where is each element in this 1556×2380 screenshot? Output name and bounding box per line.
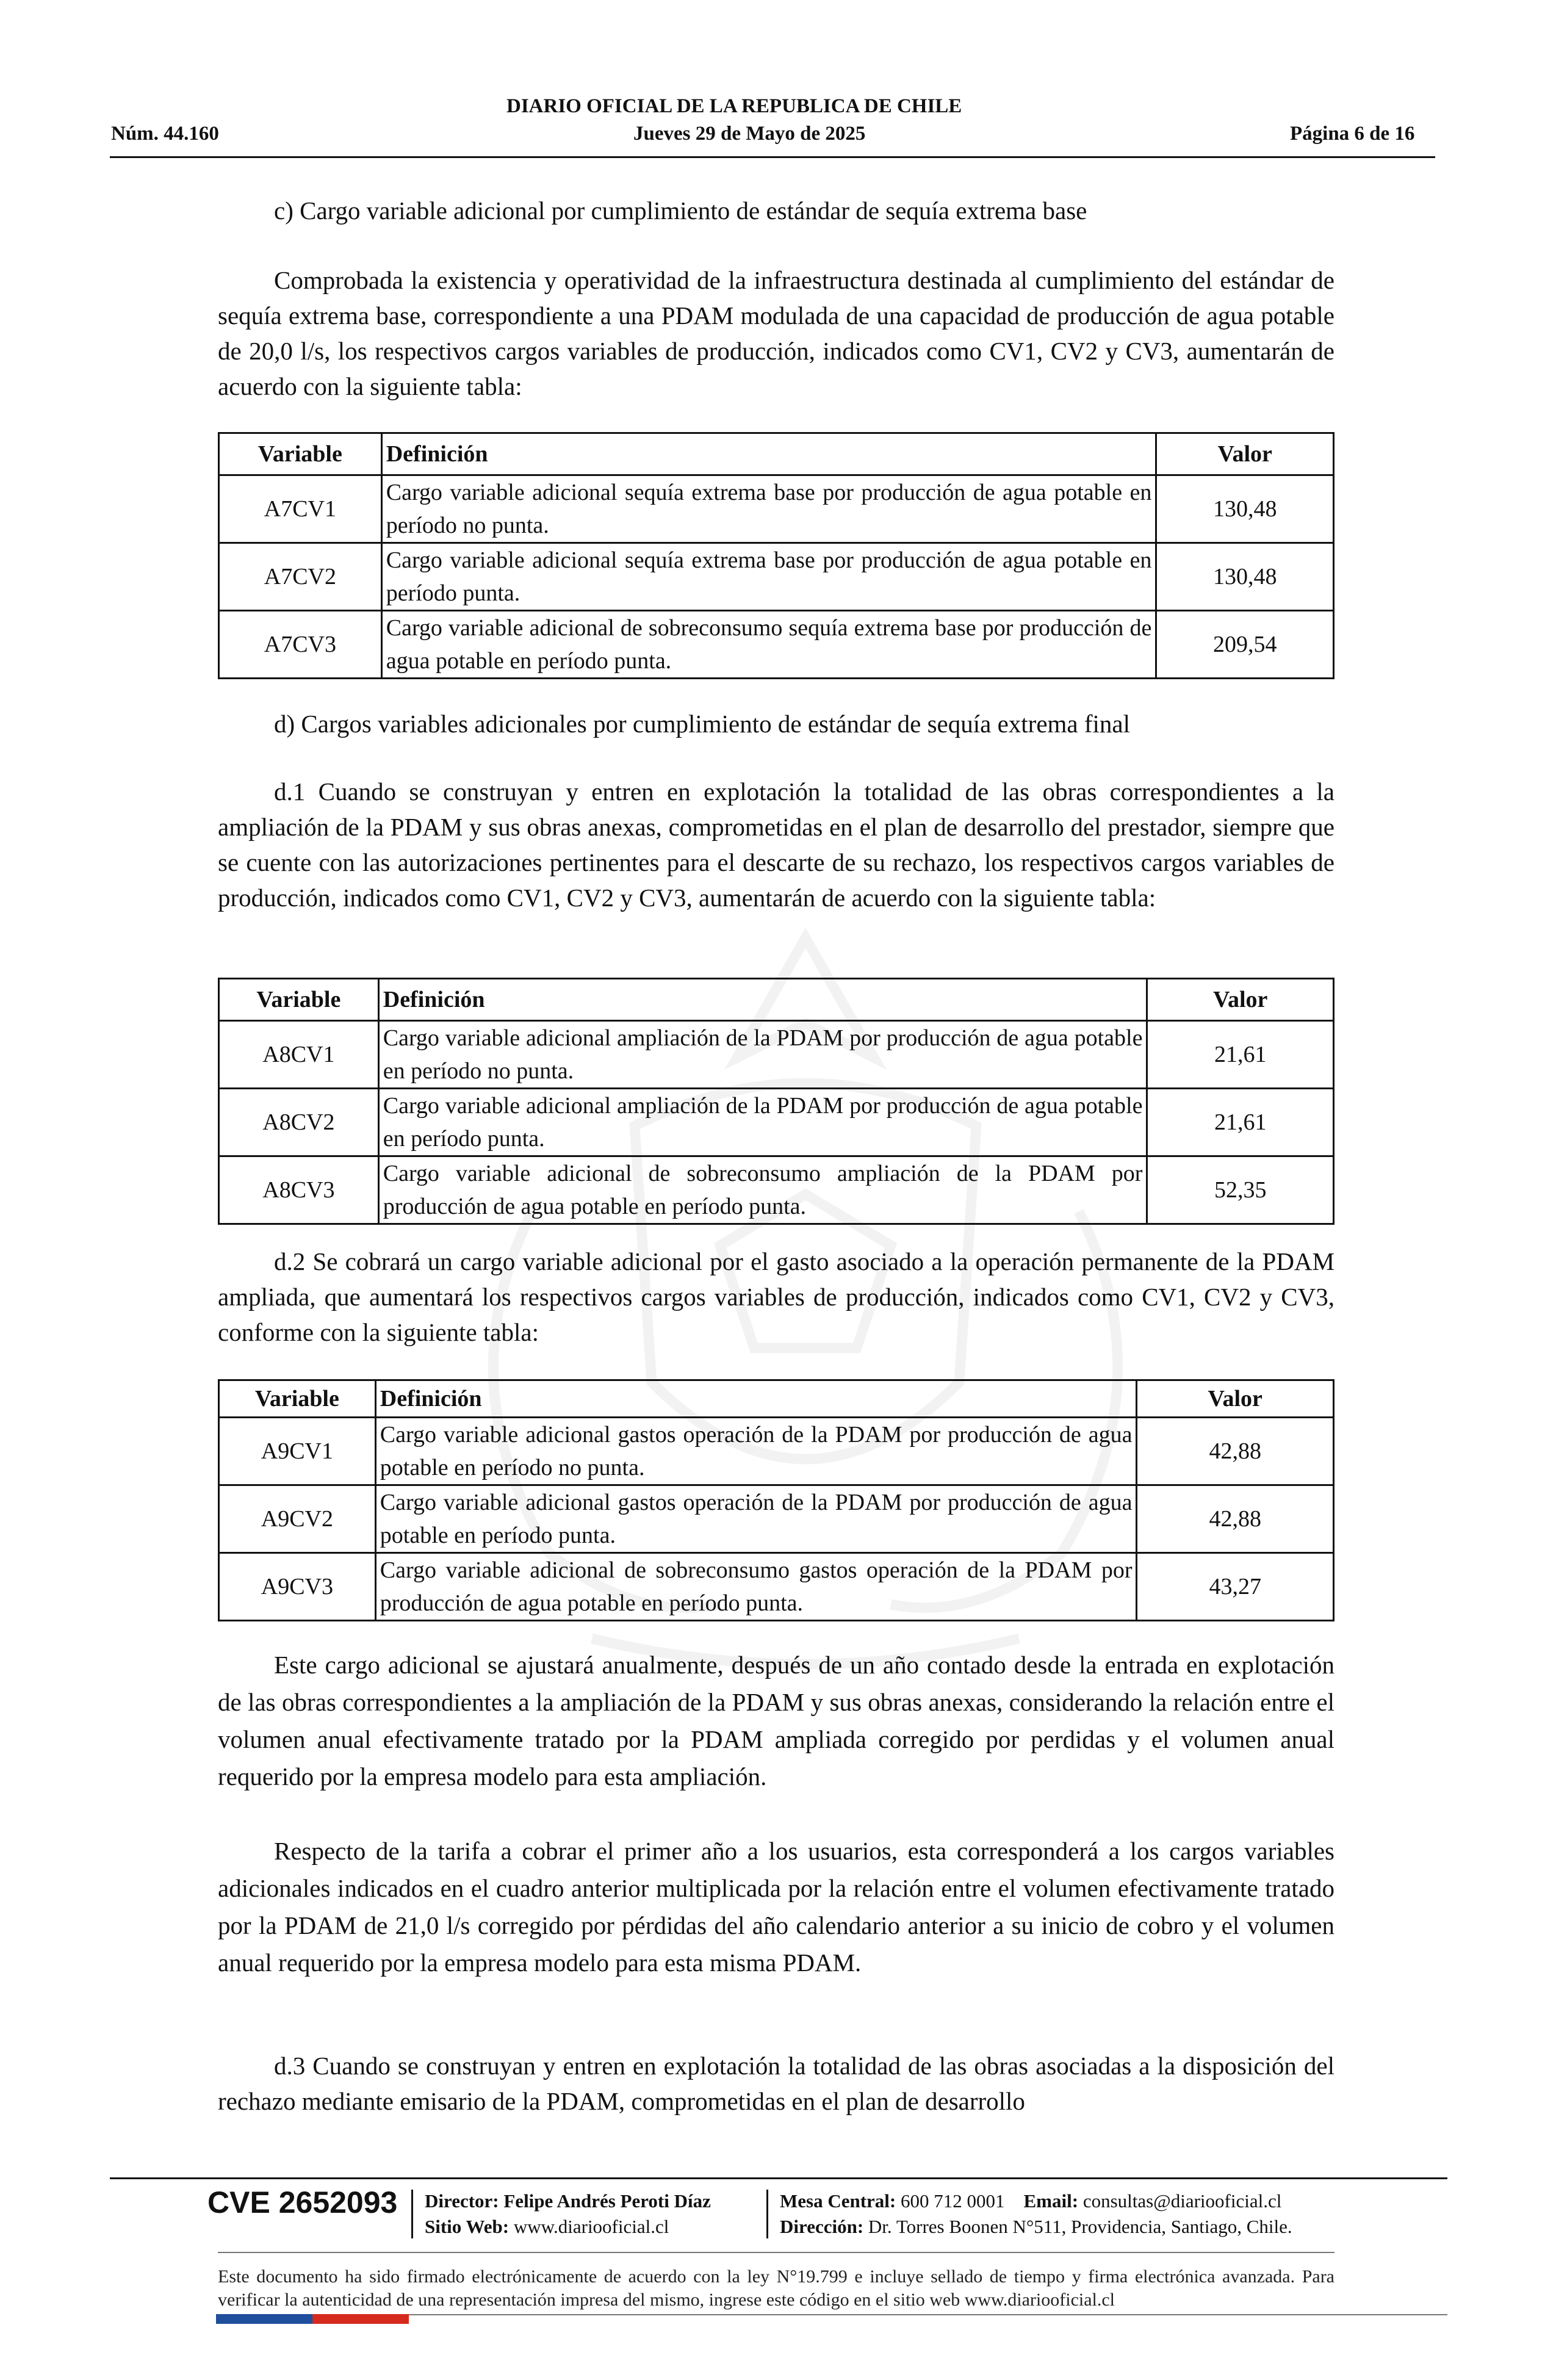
variable-cell: A9CV1 — [219, 1418, 376, 1485]
table-row — [219, 1418, 1334, 1485]
definition-cell: Cargo variable adicional gastos operación de la PDAM por producción de agua potable en período no punta. — [375, 1418, 1137, 1485]
value-cell: 42,88 — [1137, 1418, 1334, 1485]
section-c-paragraph: Comprobada la existencia y operatividad de la infraestructura destinada al cumplimiento del estándar de sequía extrema base, correspondiente a una PDAM modulada de una capacidad de producción de agua potable de 20,0 l/s, los respectivos cargos variables de producción, indicados como CV1, CV2 y CV3, aumentarán de acuerdo con la siguiente tabla: — [218, 266, 1334, 400]
d2-paragraph: d.2 Se cobrará un cargo variable adicional por el gasto asociado a la operación permanente de la PDAM ampliada, que aumentará los respectivos cargos variables de producción, indicados como CV1, CV2 y CV3, conforme con la siguiente tabla: — [218, 1247, 1334, 1346]
value-cell: 43,27 — [1137, 1553, 1334, 1621]
table-row — [219, 1553, 1334, 1621]
definition-cell: Cargo variable adicional de sobreconsumo sequía extrema base por producción de agua potable en período punta. — [381, 611, 1156, 679]
contact-line — [780, 2188, 1281, 2214]
table-row — [219, 611, 1334, 679]
phone-label: Mesa Central: — [780, 2190, 896, 2212]
table-a7 — [218, 432, 1334, 679]
address-line — [780, 2214, 1292, 2240]
footer-separator — [411, 2190, 413, 2238]
col-header-variable: Variable — [219, 1380, 376, 1418]
director-line — [425, 2188, 711, 2214]
variable-cell: A7CV3 — [219, 611, 382, 679]
table-header-row — [219, 1380, 1334, 1418]
table-row — [219, 475, 1334, 543]
col-header-variable: Variable — [219, 433, 382, 475]
table-row — [219, 1156, 1334, 1224]
value-cell: 52,35 — [1147, 1156, 1334, 1224]
email-link[interactable]: consultas@diariooficial.cl — [1082, 2190, 1282, 2212]
email-label: Email: — [1023, 2190, 1079, 2212]
variable-cell: A8CV3 — [219, 1156, 379, 1224]
footer-bottom-rule — [409, 2314, 1447, 2315]
table-row — [219, 1089, 1334, 1156]
issue-date: Jueves 29 de Mayo de 2025 — [633, 123, 866, 145]
value-cell: 42,88 — [1137, 1485, 1334, 1553]
section-d-heading: d) Cargos variables adicionales por cumplimiento de estándar de sequía extrema final — [274, 710, 1131, 738]
variable-cell: A7CV2 — [219, 543, 382, 611]
adjust-paragraph: Este cargo adicional se ajustará anualmente, después de un año contado desde la entrada en explotación de las obras correspondientes a la ampliación de la PDAM y sus obras anexas, considerando la relación entre el volumen anual efectivamente tratado por la PDAM ampliada corregido por perdidas y el volumen anual requerido por la empresa modelo para esta ampliación. — [218, 1651, 1334, 1790]
col-header-value: Valor — [1137, 1380, 1334, 1418]
col-header-definition: Definición — [375, 1380, 1137, 1418]
value-cell: 130,48 — [1156, 475, 1334, 543]
value-cell: 130,48 — [1156, 543, 1334, 611]
col-header-value: Valor — [1156, 433, 1334, 475]
d3-paragraph: d.3 Cuando se construyan y entren en explotación la totalidad de las obras asociadas a la disposición del rechazo mediante emisario de la PDAM, comprometidas en el plan de desarrollo — [218, 2052, 1334, 2115]
footer-separator — [766, 2190, 768, 2238]
footer-divider — [110, 2177, 1447, 2179]
definition-cell: Cargo variable adicional sequía extrema base por producción de agua potable en período no punta. — [381, 475, 1156, 543]
value-cell: 21,61 — [1147, 1021, 1334, 1089]
tariff-paragraph: Respecto de la tarifa a cobrar el primer año a los usuarios, esta corresponderá a los cargos variables adicionales indicados en el cuadro anterior multiplicada por la relación entre el volumen efectivamente tratado por la PDAM de 21,0 l/s corregido por pérdidas del año calendario anterior a su inicio de cobro y el volumen anual requerido por la empresa modelo para esta misma PDAM. — [218, 1837, 1334, 1977]
address-label: Dirección: — [780, 2216, 864, 2237]
table-header-row — [219, 433, 1334, 475]
variable-cell: A9CV3 — [219, 1553, 376, 1621]
definition-cell: Cargo variable adicional de sobreconsumo gastos operación de la PDAM por producción de agua potable en período punta. — [375, 1553, 1137, 1621]
variable-cell: A7CV1 — [219, 475, 382, 543]
variable-cell: A9CV2 — [219, 1485, 376, 1553]
page-number: Página 6 de 16 — [1290, 123, 1415, 145]
variable-cell: A8CV2 — [219, 1089, 379, 1156]
col-header-value: Valor — [1147, 979, 1334, 1021]
table-a8 — [218, 978, 1334, 1225]
issue-number: Núm. 44.160 — [111, 123, 219, 145]
table-a9 — [218, 1379, 1334, 1621]
definition-cell: Cargo variable adicional de sobreconsumo ampliación de la PDAM por producción de agua potable en período punta. — [378, 1156, 1147, 1224]
variable-cell: A8CV1 — [219, 1021, 379, 1089]
col-header-definition: Definición — [381, 433, 1156, 475]
col-header-variable: Variable — [219, 979, 379, 1021]
table-row — [219, 1485, 1334, 1553]
director-name: Felipe Andrés Peroti Díaz — [503, 2190, 711, 2212]
signature-note: Este documento ha sido firmado electrónicamente de acuerdo con la ley N°19.799 e incluye sellado de tiempo y firma electrónica avanzada. Para verificar la autenticidad de una representación impresa del mismo, ingrese este código en el sitio web www.diariooficial.cl — [218, 2266, 1334, 2310]
section-c-heading: c) Cargo variable adicional por cumplimiento de estándar de sequía extrema base — [274, 197, 1087, 225]
site-label: Sitio Web: — [425, 2216, 510, 2237]
header-divider — [110, 156, 1435, 158]
site-line — [425, 2214, 669, 2240]
footer-inner-divider — [218, 2252, 1334, 2253]
definition-cell: Cargo variable adicional ampliación de la PDAM por producción de agua potable en período no punta. — [378, 1021, 1147, 1089]
value-cell: 21,61 — [1147, 1089, 1334, 1156]
definition-cell: Cargo variable adicional gastos operación de la PDAM por producción de agua potable en período punta. — [375, 1485, 1137, 1553]
col-header-definition: Definición — [378, 979, 1147, 1021]
director-label: Director: — [425, 2190, 499, 2212]
address-value: Dr. Torres Boonen N°511, Providencia, Santiago, Chile. — [868, 2216, 1292, 2237]
flag-stripe-blue — [216, 2314, 312, 2324]
phone-value: 600 712 0001 — [901, 2190, 1005, 2212]
cve-code: CVE 2652093 — [207, 2185, 398, 2220]
definition-cell: Cargo variable adicional sequía extrema base por producción de agua potable en período punta. — [381, 543, 1156, 611]
flag-stripe-red — [312, 2314, 409, 2324]
value-cell: 209,54 — [1156, 611, 1334, 679]
site-link[interactable]: www.diariooficial.cl — [513, 2216, 669, 2237]
definition-cell: Cargo variable adicional ampliación de la PDAM por producción de agua potable en período punta. — [378, 1089, 1147, 1156]
table-row — [219, 543, 1334, 611]
table-header-row — [219, 979, 1334, 1021]
gazette-title: DIARIO OFICIAL DE LA REPUBLICA DE CHILE — [506, 95, 962, 117]
table-row — [219, 1021, 1334, 1089]
d1-paragraph: d.1 Cuando se construyan y entren en explotación la totalidad de las obras correspondientes a la ampliación de la PDAM y sus obras anexas, comprometidas en el plan de desarrollo del prestador, siempre que se cuente con las autorizaciones pertinentes para el descarte de su rechazo, los respectivos cargos variables de producción, indicados como CV1, CV2 y CV3, aumentarán de acuerdo con la siguiente tabla: — [218, 777, 1334, 912]
